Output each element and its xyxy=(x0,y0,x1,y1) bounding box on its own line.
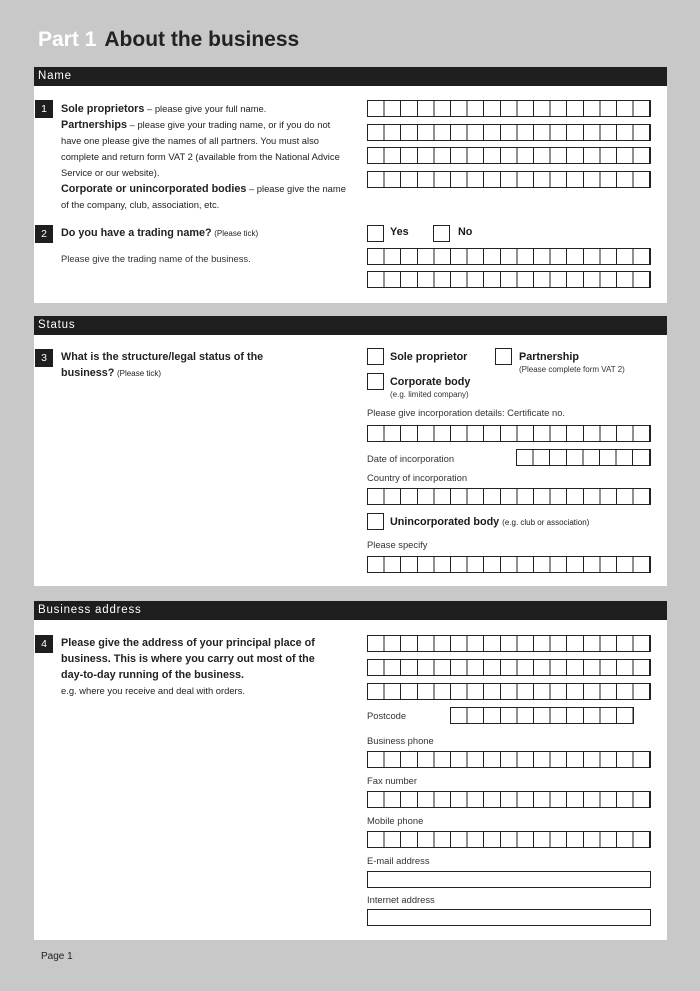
certificate-number-input[interactable] xyxy=(367,425,651,442)
section-header-business-address: Business address xyxy=(34,601,667,620)
partnership-checkbox[interactable] xyxy=(495,348,512,365)
page-number: Page 1 xyxy=(41,951,73,962)
business-phone-label: Business phone xyxy=(367,735,434,746)
trading-name-input-row-2[interactable] xyxy=(367,271,651,288)
business-phone-input[interactable] xyxy=(367,751,651,768)
part-label: Part 1 xyxy=(38,28,97,51)
postcode-input[interactable] xyxy=(450,707,634,724)
email-address-label: E-mail address xyxy=(367,855,430,866)
address-hint: e.g. where you receive and deal with orders. xyxy=(61,685,245,696)
country-of-incorporation-label: Country of incorporation xyxy=(367,472,468,483)
fax-number-label: Fax number xyxy=(367,775,418,786)
mobile-phone-input[interactable] xyxy=(367,831,651,848)
section-header-name: Name xyxy=(34,67,667,86)
unincorporated-body-note: (e.g. club or association) xyxy=(502,518,590,527)
unincorporated-body-label xyxy=(390,516,589,528)
trading-name-no-checkbox[interactable] xyxy=(433,225,450,242)
unincorporated-body-checkbox[interactable] xyxy=(367,513,384,530)
legal-status-question: What is the structure/legal status of the business? xyxy=(61,351,264,379)
sole-proprietor-checkbox[interactable] xyxy=(367,348,384,365)
name-input-row-2[interactable] xyxy=(367,124,651,141)
question-1-text xyxy=(61,101,351,213)
corporate-heading: Corporate or unincorporated bodies xyxy=(61,183,247,195)
date-of-incorporation-input[interactable] xyxy=(516,449,651,466)
question-2-text xyxy=(61,225,351,242)
email-address-input[interactable] xyxy=(367,871,651,888)
partnership-label: Partnership xyxy=(519,351,579,363)
unincorporated-body-text: Unincorporated body xyxy=(390,516,500,528)
question-number-3: 3 xyxy=(35,349,53,367)
section-name xyxy=(34,67,667,303)
question-4-text xyxy=(61,635,336,699)
corporate-body-note: (e.g. limited company) xyxy=(390,390,469,399)
partnerships-text: – please give your trading name, or if you do not have one please give the names of all partners. You must also complete and return form VAT 2 (available from the National Advice Service or our website). xyxy=(61,119,340,178)
question-number-4: 4 xyxy=(35,635,53,653)
address-input-row-2[interactable] xyxy=(367,659,651,676)
postcode-label: Postcode xyxy=(367,710,407,721)
name-input-row-3[interactable] xyxy=(367,147,651,164)
address-question: Please give the address of your principal place of business. This is where you carry out most of the day-to-day running of the business. xyxy=(61,637,315,681)
trading-name-yes-checkbox[interactable] xyxy=(367,225,384,242)
question-3-text xyxy=(61,349,301,382)
sole-proprietor-label: Sole proprietor xyxy=(390,351,468,363)
fax-number-input[interactable] xyxy=(367,791,651,808)
question-number-1: 1 xyxy=(35,100,53,118)
please-specify-input[interactable] xyxy=(367,556,651,573)
corporate-body-checkbox[interactable] xyxy=(367,373,384,390)
incorporation-details-label: Please give incorporation details: Certificate no. xyxy=(367,407,566,418)
corporate-body-label: Corporate body xyxy=(390,376,471,388)
yes-label: Yes xyxy=(390,226,409,238)
name-input-row-4[interactable] xyxy=(367,171,651,188)
trading-name-input-row-1[interactable] xyxy=(367,248,651,265)
address-input-row-1[interactable] xyxy=(367,635,651,652)
sole-proprietors-text: – please give your full name. xyxy=(144,103,267,114)
no-label: No xyxy=(458,226,473,238)
mobile-phone-label: Mobile phone xyxy=(367,815,424,826)
internet-address-input[interactable] xyxy=(367,909,651,926)
partnerships-heading: Partnerships xyxy=(61,119,128,131)
page-heading: About the business xyxy=(104,28,300,51)
address-input-row-3[interactable] xyxy=(367,683,651,700)
sole-proprietors-heading: Sole proprietors xyxy=(61,103,145,115)
trading-name-hint: (Please tick) xyxy=(214,229,259,238)
please-specify-label: Please specify xyxy=(367,539,428,550)
legal-status-hint: (Please tick) xyxy=(117,369,162,378)
internet-address-label: Internet address xyxy=(367,894,435,905)
country-of-incorporation-input[interactable] xyxy=(367,488,651,505)
question-number-2: 2 xyxy=(35,225,53,243)
section-business-address xyxy=(34,601,667,940)
trading-name-prompt: Please give the trading name of the business. xyxy=(61,253,251,264)
section-status xyxy=(34,316,667,586)
partnership-note: (Please complete form VAT 2) xyxy=(519,365,625,374)
name-input-row-1[interactable] xyxy=(367,100,651,117)
trading-name-question: Do you have a trading name? xyxy=(61,227,212,239)
date-of-incorporation-label: Date of incorporation xyxy=(367,453,455,464)
section-header-status: Status xyxy=(34,316,667,335)
page-title xyxy=(38,28,299,52)
corporate-text: – please give the name of the company, club, association, etc. xyxy=(61,183,346,210)
